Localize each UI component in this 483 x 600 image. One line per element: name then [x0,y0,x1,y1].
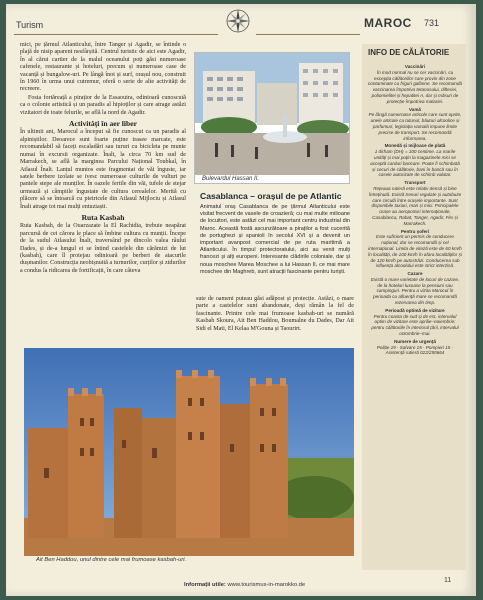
sidebar-text: 1 dirham (DH) = 100 centime. La marile unități și mai puțin la magazinele mici se acceptă carduri bancare. Poate fi schimbată și cecuri de călătorie, bani în bancă sau în casele autorizate de schimb valutar. [370,149,460,178]
sidebar-heading: Transport [404,180,426,186]
compass-rose-icon [225,8,251,34]
sidebar-heading: Numere de urgență [394,338,436,344]
header-rule-right [256,34,360,35]
page-header [6,4,476,42]
page-number: 731 [424,18,440,28]
country-title: MAROC [364,16,412,30]
paragraph: Ruta Kasbah, de la Ouarzazate la El Rachidia, trebuie neapărat parcursă de cei cărora le place să îmbine cultura cu munții. Începe de la sudul Atlasului Înalt, traversând pe dincolo valea râului Dades, și de-a lungul ei se întind castelele din cărămizi de lut (kasbah), care îl protejau odinioară pe berberi de atacurile dușmanilor. Construcția neobișnuită a turnurilor, curților și zidurilor a condus la ridicarea de fortificații, în care câteva [20,223,186,274]
sidebar-text: Este suficient un permis de conducere național, dar se recomandă și cel internațional. Limita de viteză este de 60 km/h în localități, de 100 km/h în afara localităților și de 120 km/h pe autostrăzi. Conducerea sub influența alcoolului este strict interzisă. [368,234,462,269]
sidebar-heading: Perioadă optimă de vizitare [385,307,445,313]
corner-number: 11 [444,577,452,584]
feature-box-title: Casablanca – orașul de pe Atlantic [200,191,342,201]
sidebar-text: Există o mare varietate de locuri de cazare, de la hoteluri luxoase la pensiuni sau campinguri. Pentru a vizita Marocul în perioada cu afluență mare se recomandă rezervarea din timp. [370,276,460,306]
sidebar-text: Rețeaua rutieră este relativ densă și bine întreținută. Există trenuri regulate și autobuze care circulă între orașele importante. Sunt disponibile taxiuri, mari și mici. Principalele orașe au aeroporturi internaționale, Casablanca, Rabat, Tanger, Agadir, Fès și Marrakech. [368,185,462,226]
magazine-page [6,4,476,596]
travel-info-sidebar [362,44,466,570]
photo-caption: Bulevardul Hassan II. [202,176,260,182]
heading-kasbah-route: Ruta Kasbah [81,212,125,222]
sidebar-body [368,62,462,356]
sidebar-heading: Pentru șoferi [400,228,430,234]
kasbah-photo-caption: Ait Ben Haddou, unul dintre cele mai frumoase kasbah-uri. [36,557,187,563]
footer-info [184,582,305,588]
kasbah-photo [24,348,354,556]
section-label: Turism [16,20,44,30]
feature-box-text: Animatul oraș Casablanca de pe țărmul Atlanticului este visitat frecvent de vasele de croazieră; cu mai multe milioane de locuitori, este astăzi cel mai important centru industrial din Maroc. Această fostă ascunzătoare a piraților a fost cucerită de portughezi și spanioli în secolul XVI și a devenit un important avanpost comercial de pe ruta maritimă a Atlanticului. În timpul protectoratului, aici au venit mulți francezi și alți europeni. Interesante clădirile coloniale, dar și noua moschee Marea Moschee a lui Hassan II, ce mai mare moschee din Maghreb, sunt atracții fascinante pentru turiști. [200,204,350,275]
paragraph: sute de oameni puteau găsi adăpost și protecție. Astăzi, o mare parte a castelelor sunt abandonate, deși rămân la fel de fascinante. Printre cele mai frumoase kasbah-uri se numără Kasbah Skoura, Ait Ben Haddou, Boumalne du Dades, Dar Ait Sidi el Mati, El Kelaa M'Gouna și Taourirt. [196,296,354,332]
left-text-column [20,42,186,276]
footer-url-link[interactable]: www.tourismus-in-marokko.de [227,582,306,588]
middle-text-column [196,296,354,334]
casablanca-photo-frame [194,52,350,184]
casablanca-boulevard-photo [195,53,349,175]
sidebar-title: INFO DE CĂLĂTORIE [368,48,450,57]
sidebar-text: Poliție 19 · Salvare 15 · Pompieri 15 · Asistență rutieră 022/250664 [376,344,454,356]
header-rule-left [14,34,218,35]
sidebar-heading: Monedă și mijloace de plată [384,143,446,149]
sidebar-heading: Cazare [407,271,423,277]
sidebar-heading: Vaccinări [404,64,426,69]
sidebar-text: Pe lângă numeroase articole care sunt oprite, unele articole ca tutunul, băuturi alcoolice și parfumuri, legislația vamală impune limite precise de transport. Se recomandă informarea. [368,112,462,141]
footer-info-label: Informații utile: [184,582,226,588]
sidebar-text: Pentru coasta de sud și de est, intervalul optim de vizitare este aprilie–noiembrie; pentru călătoriile în interiorul țării, intervalul octombrie–mai. [371,313,459,337]
sidebar-heading: Vamă [408,106,421,112]
paragraph: Fosta fortăreață a pirațior de la Essaouira, odinioară cunoscută ca o colonie artistică și un paradis al hipioților și care atrage astăzi vizitatori de toate felurile, se află la nord de Agadir. [20,94,186,116]
heading-outdoor: Activități în aer liber [69,119,137,129]
paragraph: mici, pe țărmul Atlanticului, între Tanger și Agadir, se întinde o plajă de nisip aparent nesfârșită. Centrul turistic de aici este Agadir, în al cărui cartier de la malul oceanului poți găsi numeroase cafenele, restaurante și hoteluri, precum și numeroase case de vacanță și bungalow-uri. Pe lângă înot și surf, orașul nou, construit în 1960 în urma unui cutremur, oferă o serie de alte activități de recreere. [20,42,186,93]
sidebar-text: În mod normal nu se cer vaccinări, cu excepția călătoriilor care provin din zone contaminate cu friguri galbene. Se recomandă vaccinarea împotriva tetanosului, difteriei, poliomielitei și hepatitei A, dar și măsuri de protecție împotriva malariei. [368,69,462,104]
paragraph: În ultimii ani, Marocul a început să fie cunoscut ca un paradis al alpiniștilor. Deoarece sunt foarte puține trasee marcate, este recomandabil să faceți escaladări sau tururi cu bicicleta pe munte numai în excursii organizate. Înalt, la circa 70 km sud de Marrakech, se află la marginea Parcului Național Toubkal, în Atlasul Înalt. Lanțul muntos este fragmentat de văi înguste, iar satele berbere izolate se ivesc numeroase culturile de vulturi pe pantele stepe ale munților. În oazele fertile din văi, tufele de stejar urmează și câmpiile îngustate de cultura cerealelor. Merită cu plăcere să se întoarcă cu pietricele din Atlasul Mijlociu și Atlasul Înalt atrage tot mai mulți entuziaști. [20,129,186,210]
